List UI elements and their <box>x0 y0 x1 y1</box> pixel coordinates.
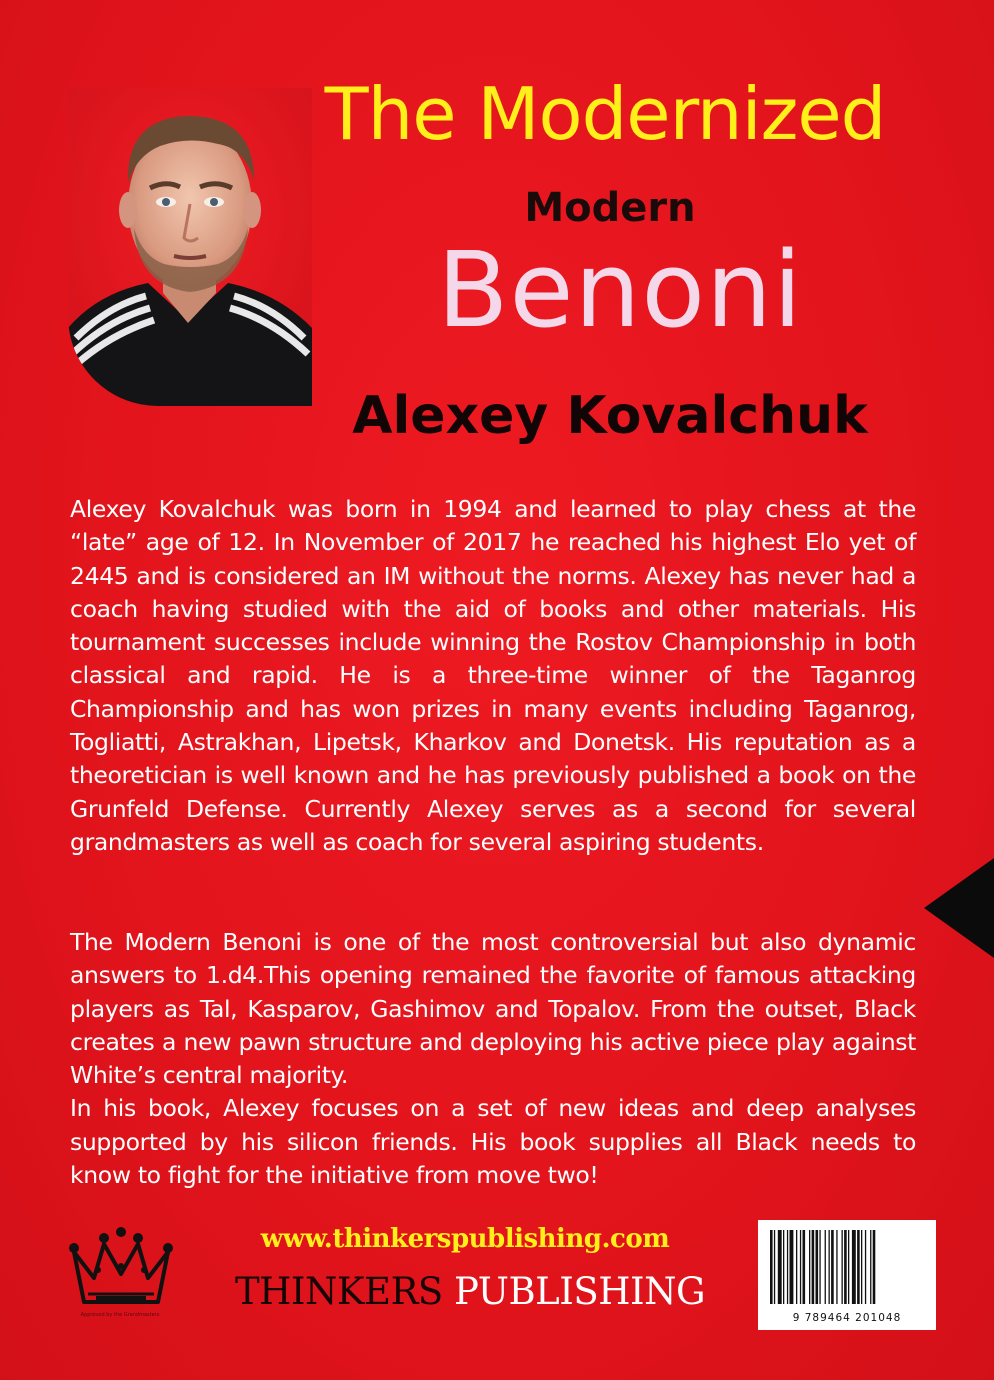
publisher-name-word-1: THINKERS <box>234 1270 443 1313</box>
isbn-number: 9 789464 201048 <box>792 1312 902 1324</box>
author-biography: Alexey Kovalchuk was born in 1994 and learned to play chess at the “late” age of 12. In November of 2017 he reached his highest Elo yet of 2445 and is considered an IM without the norms. Alexey has never had a coach having studied with the aid of books and other materials. His tournament successes include winning the Rostov Championship in both classical and rapid. He is a three-time winner of the Taganrog Championship and has won prizes in many events including Taganrog, Togliatti, Astrakhan, Lipetsk, Kharkov and Donetsk. His reputation as a theoretician is well known and he has previously published a book on the Grunfeld Defense. Currently Alexey serves as a second for several grandmasters as well as coach for several aspiring students. <box>70 495 916 856</box>
book-description <box>70 926 916 1192</box>
publisher-website: www.thinkerspublishing.com <box>260 1224 670 1254</box>
barcode-bar <box>844 1230 847 1304</box>
barcode-bar <box>796 1230 797 1304</box>
barcode-bar <box>816 1230 819 1304</box>
isbn-barcode <box>758 1220 936 1330</box>
author-photo <box>68 88 312 406</box>
logo-caption: Approved by the Grandmasters <box>80 1312 160 1318</box>
barcode-bar <box>790 1230 794 1304</box>
barcode-bar <box>819 1230 820 1304</box>
barcode-bar <box>857 1230 860 1304</box>
barcode-bar <box>842 1230 843 1304</box>
barcode-bar <box>861 1230 862 1304</box>
barcode-bar <box>870 1230 871 1304</box>
barcode-bar <box>783 1230 784 1304</box>
barcode-bar <box>787 1230 788 1304</box>
barcode-bar <box>803 1230 806 1304</box>
title-line-1: The Modernized <box>324 72 886 156</box>
barcode-bar <box>831 1230 834 1304</box>
barcode-bar <box>778 1230 782 1304</box>
barcode-bar <box>836 1230 837 1304</box>
barcode-bars <box>768 1230 926 1304</box>
title-line-3: Benoni <box>437 229 803 351</box>
barcode-bar <box>774 1230 775 1304</box>
barcode-bar <box>825 1230 826 1304</box>
barcode-bar <box>800 1230 801 1304</box>
barcode-bar <box>873 1230 876 1304</box>
description-paragraph-1: The Modern Benoni is one of the most controversial but also dynamic answers to 1.d4.This opening remained the favorite of famous attacking players as Tal, Kasparov, Gashimov and Topalov. From the outset, Black creates a new pawn structure and deploying his active piece play against White’s central majority. <box>70 928 916 1090</box>
publisher-name <box>230 1270 710 1313</box>
author-name: Alexey Kovalchuk <box>352 386 868 446</box>
barcode-bar <box>809 1230 810 1304</box>
title-line-2: Modern <box>524 185 696 231</box>
barcode-bar <box>852 1230 856 1304</box>
description-paragraph-2: In his book, Alexey focuses on a set of new ideas and deep analyses supported by his silicon friends. His book supplies all Black needs to know to fight for the initiative from move two! <box>70 1094 916 1190</box>
barcode-bar <box>770 1230 773 1304</box>
publisher-name-word-2: PUBLISHING <box>454 1270 706 1313</box>
barcode-bar <box>848 1230 849 1304</box>
barcode-bar <box>865 1230 866 1304</box>
side-triangle-marker <box>924 858 994 958</box>
crown-logo-icon <box>66 1222 176 1312</box>
barcode-bar <box>829 1230 830 1304</box>
barcode-bar <box>812 1230 815 1304</box>
